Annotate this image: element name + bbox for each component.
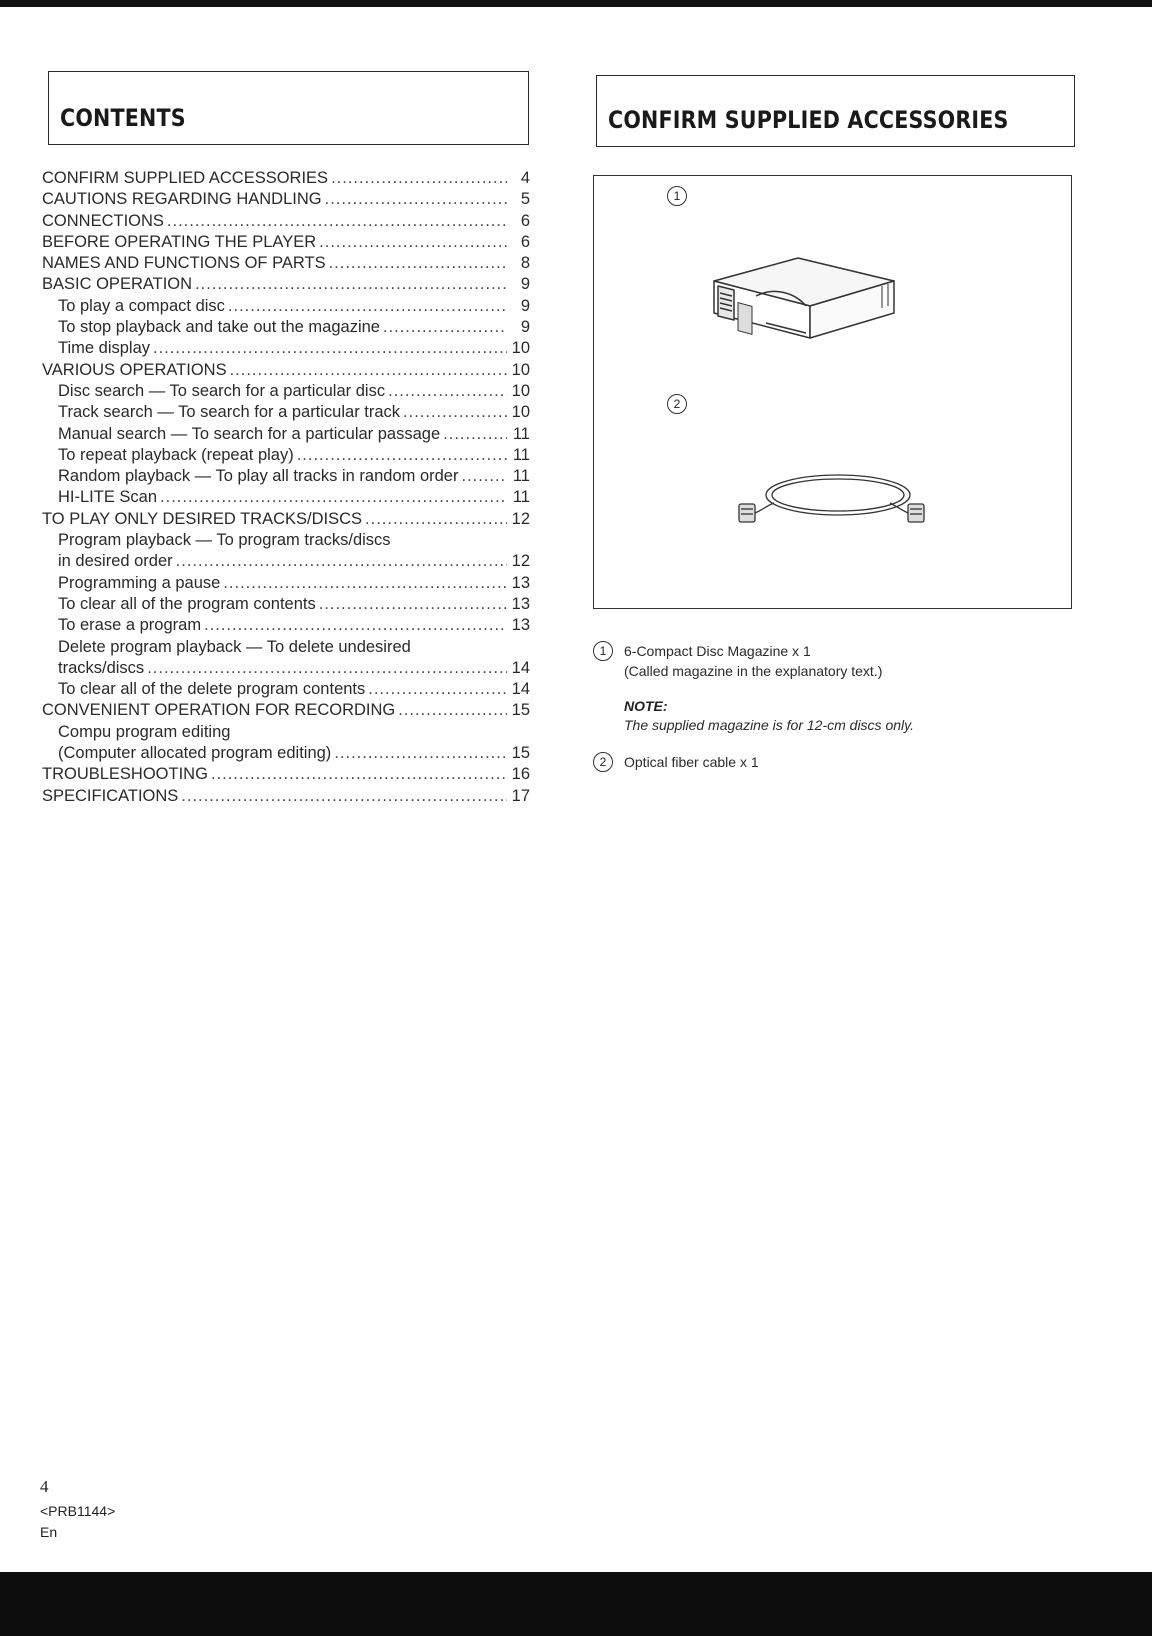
toc-entry	[42, 317, 530, 338]
toc-entry-page: 16	[511, 765, 530, 784]
toc-leader-dots	[388, 381, 507, 402]
toc-entry-page: 10	[511, 360, 530, 379]
toc-leader-dots	[167, 211, 507, 232]
toc-entry-title: Programming a pause	[58, 573, 221, 592]
toc-entry	[42, 615, 530, 636]
toc-entry-title: BASIC OPERATION	[42, 275, 193, 294]
toc-leader-dots	[204, 615, 507, 636]
toc-entry-title: CONFIRM SUPPLIED ACCESSORIES	[42, 169, 329, 187]
toc-entry-page: 17	[511, 786, 530, 805]
toc-entry-page: 11	[512, 467, 530, 486]
item1-marker: 1	[667, 186, 687, 206]
toc-entry-page: 14	[511, 658, 530, 677]
toc-entry	[42, 700, 530, 721]
toc-entry	[42, 658, 530, 679]
toc-leader-dots	[383, 317, 507, 338]
toc-entry	[42, 445, 530, 466]
toc-entry-title: CONVENIENT OPERATION FOR RECORDING	[42, 701, 396, 720]
toc-entry	[42, 530, 530, 551]
toc-entry-title: in desired order	[58, 552, 173, 571]
disc-magazine-illustration	[706, 236, 906, 356]
accessories-heading: CONFIRM SUPPLIED ACCESSORIES	[608, 106, 1009, 134]
table-of-contents	[42, 168, 530, 807]
toc-entry	[42, 594, 530, 615]
item1-marker-text: 1	[593, 641, 613, 661]
toc-entry-title: Program playback — To program tracks/discs	[58, 531, 391, 550]
toc-entry	[42, 296, 530, 317]
toc-leader-dots	[365, 509, 507, 530]
note-label: NOTE:	[624, 698, 668, 714]
toc-leader-dots	[176, 551, 507, 572]
toc-entry-title: Compu program editing	[58, 722, 231, 741]
toc-entry-title: Random playback — To play all tracks in random order	[58, 467, 459, 486]
toc-entry-page: 10	[511, 403, 530, 422]
toc-entry-page: 6	[520, 232, 530, 251]
toc-entry	[42, 211, 530, 232]
toc-entry	[42, 487, 530, 508]
toc-leader-dots	[297, 445, 507, 466]
toc-entry-page: 9	[520, 296, 530, 315]
toc-entry-page: 9	[520, 318, 530, 337]
accessories-illustration-frame	[593, 175, 1072, 609]
item1-line2: (Called magazine in the explanatory text.)	[624, 663, 883, 679]
toc-entry-title: To clear all of the delete program contents	[58, 680, 366, 699]
toc-entry-page: 11	[512, 445, 530, 464]
toc-entry-title: To stop playback and take out the magazine	[58, 318, 380, 337]
toc-entry-title: BEFORE OPERATING THE PLAYER	[42, 232, 317, 251]
accessories-heading-box	[596, 75, 1075, 147]
toc-entry-page: 8	[520, 254, 530, 273]
toc-entry	[42, 424, 530, 445]
toc-entry-title: VARIOUS OPERATIONS	[42, 360, 227, 379]
toc-entry-page: 10	[511, 381, 530, 400]
toc-entry	[42, 253, 530, 274]
footer-code: <PRB1144>	[40, 1503, 116, 1519]
toc-leader-dots	[443, 424, 507, 445]
toc-entry-title: SPECIFICATIONS	[42, 786, 179, 805]
toc-entry-page: 13	[511, 573, 530, 592]
toc-entry-page: 13	[511, 594, 530, 613]
toc-entry	[42, 509, 530, 530]
scan-edge-top	[0, 0, 1152, 7]
toc-entry	[42, 168, 530, 189]
toc-entry-title: To erase a program	[58, 616, 202, 635]
toc-entry	[42, 360, 530, 381]
toc-entry-page: 11	[512, 488, 530, 507]
toc-entry	[42, 743, 530, 764]
toc-entry	[42, 679, 530, 700]
toc-entry-title: CAUTIONS REGARDING HANDLING	[42, 190, 322, 209]
toc-leader-dots	[228, 296, 507, 317]
toc-entry-title: CONNECTIONS	[42, 211, 164, 230]
toc-leader-dots	[223, 573, 507, 594]
toc-entry	[42, 722, 530, 743]
toc-entry-title: To repeat playback (repeat play)	[58, 445, 294, 464]
toc-entry	[42, 551, 530, 572]
toc-leader-dots	[153, 338, 507, 359]
scan-edge-bottom	[0, 1572, 1152, 1636]
toc-entry-title: Time display	[58, 339, 150, 358]
toc-entry-page: 6	[520, 211, 530, 230]
toc-leader-dots	[211, 764, 507, 785]
toc-entry	[42, 764, 530, 785]
toc-entry	[42, 232, 530, 253]
toc-entry-page: 12	[511, 509, 530, 528]
toc-entry-title: tracks/discs	[58, 658, 145, 677]
toc-entry-page: 13	[511, 616, 530, 635]
toc-entry	[42, 381, 530, 402]
toc-leader-dots	[160, 487, 507, 508]
toc-leader-dots	[181, 786, 507, 807]
contents-heading: CONTENTS	[60, 104, 186, 132]
toc-entry-title: HI-LITE Scan	[58, 488, 158, 507]
toc-entry	[42, 637, 530, 658]
toc-leader-dots	[329, 253, 507, 274]
toc-entry-title: (Computer allocated program editing)	[58, 744, 332, 763]
footer-page-number: 4	[40, 1477, 49, 1496]
toc-entry-page: 14	[511, 680, 530, 699]
footer-lang: En	[40, 1524, 58, 1540]
toc-leader-dots	[319, 594, 507, 615]
toc-leader-dots	[331, 168, 507, 189]
toc-leader-dots	[325, 189, 507, 210]
toc-leader-dots	[147, 658, 507, 679]
toc-entry-page: 4	[520, 169, 530, 187]
toc-entry-page: 9	[520, 275, 530, 294]
toc-leader-dots	[398, 700, 507, 721]
item2-marker: 2	[667, 394, 687, 414]
toc-entry	[42, 402, 530, 423]
toc-entry-page: 15	[511, 701, 530, 720]
toc-entry	[42, 274, 530, 295]
toc-entry-title: TO PLAY ONLY DESIRED TRACKS/DISCS	[42, 509, 363, 528]
item2-line1: Optical fiber cable x 1	[624, 754, 759, 770]
toc-leader-dots	[230, 360, 507, 381]
toc-entry-title: Track search — To search for a particular track	[58, 403, 401, 422]
optical-cable-illustration	[734, 461, 934, 541]
toc-entry	[42, 573, 530, 594]
toc-entry	[42, 189, 530, 210]
note-text: The supplied magazine is for 12-cm discs only.	[624, 717, 914, 733]
toc-leader-dots	[403, 402, 507, 423]
toc-entry	[42, 466, 530, 487]
toc-entry	[42, 786, 530, 807]
toc-entry-title: Delete program playback — To delete undesired	[58, 637, 411, 656]
toc-entry-title: TROUBLESHOOTING	[42, 765, 208, 784]
toc-leader-dots	[334, 743, 507, 764]
toc-leader-dots	[319, 232, 507, 253]
contents-heading-box	[48, 71, 529, 145]
toc-entry-page: 12	[511, 552, 530, 571]
toc-entry-title: To play a compact disc	[58, 296, 225, 315]
toc-leader-dots	[461, 466, 507, 487]
toc-entry-title: Manual search — To search for a particular passage	[58, 424, 441, 443]
toc-leader-dots	[368, 679, 507, 700]
toc-leader-dots	[195, 274, 507, 295]
toc-entry-title: NAMES AND FUNCTIONS OF PARTS	[42, 254, 326, 273]
toc-entry-title: To clear all of the program contents	[58, 594, 316, 613]
toc-entry-title: Disc search — To search for a particular disc	[58, 381, 386, 400]
toc-entry-page: 15	[511, 744, 530, 763]
toc-entry	[42, 338, 530, 359]
item1-line1: 6-Compact Disc Magazine x 1	[624, 643, 811, 659]
toc-entry-page: 10	[511, 339, 530, 358]
toc-entry-page: 11	[512, 424, 530, 443]
toc-entry-page: 5	[520, 190, 530, 209]
item2-marker-text: 2	[593, 752, 613, 772]
